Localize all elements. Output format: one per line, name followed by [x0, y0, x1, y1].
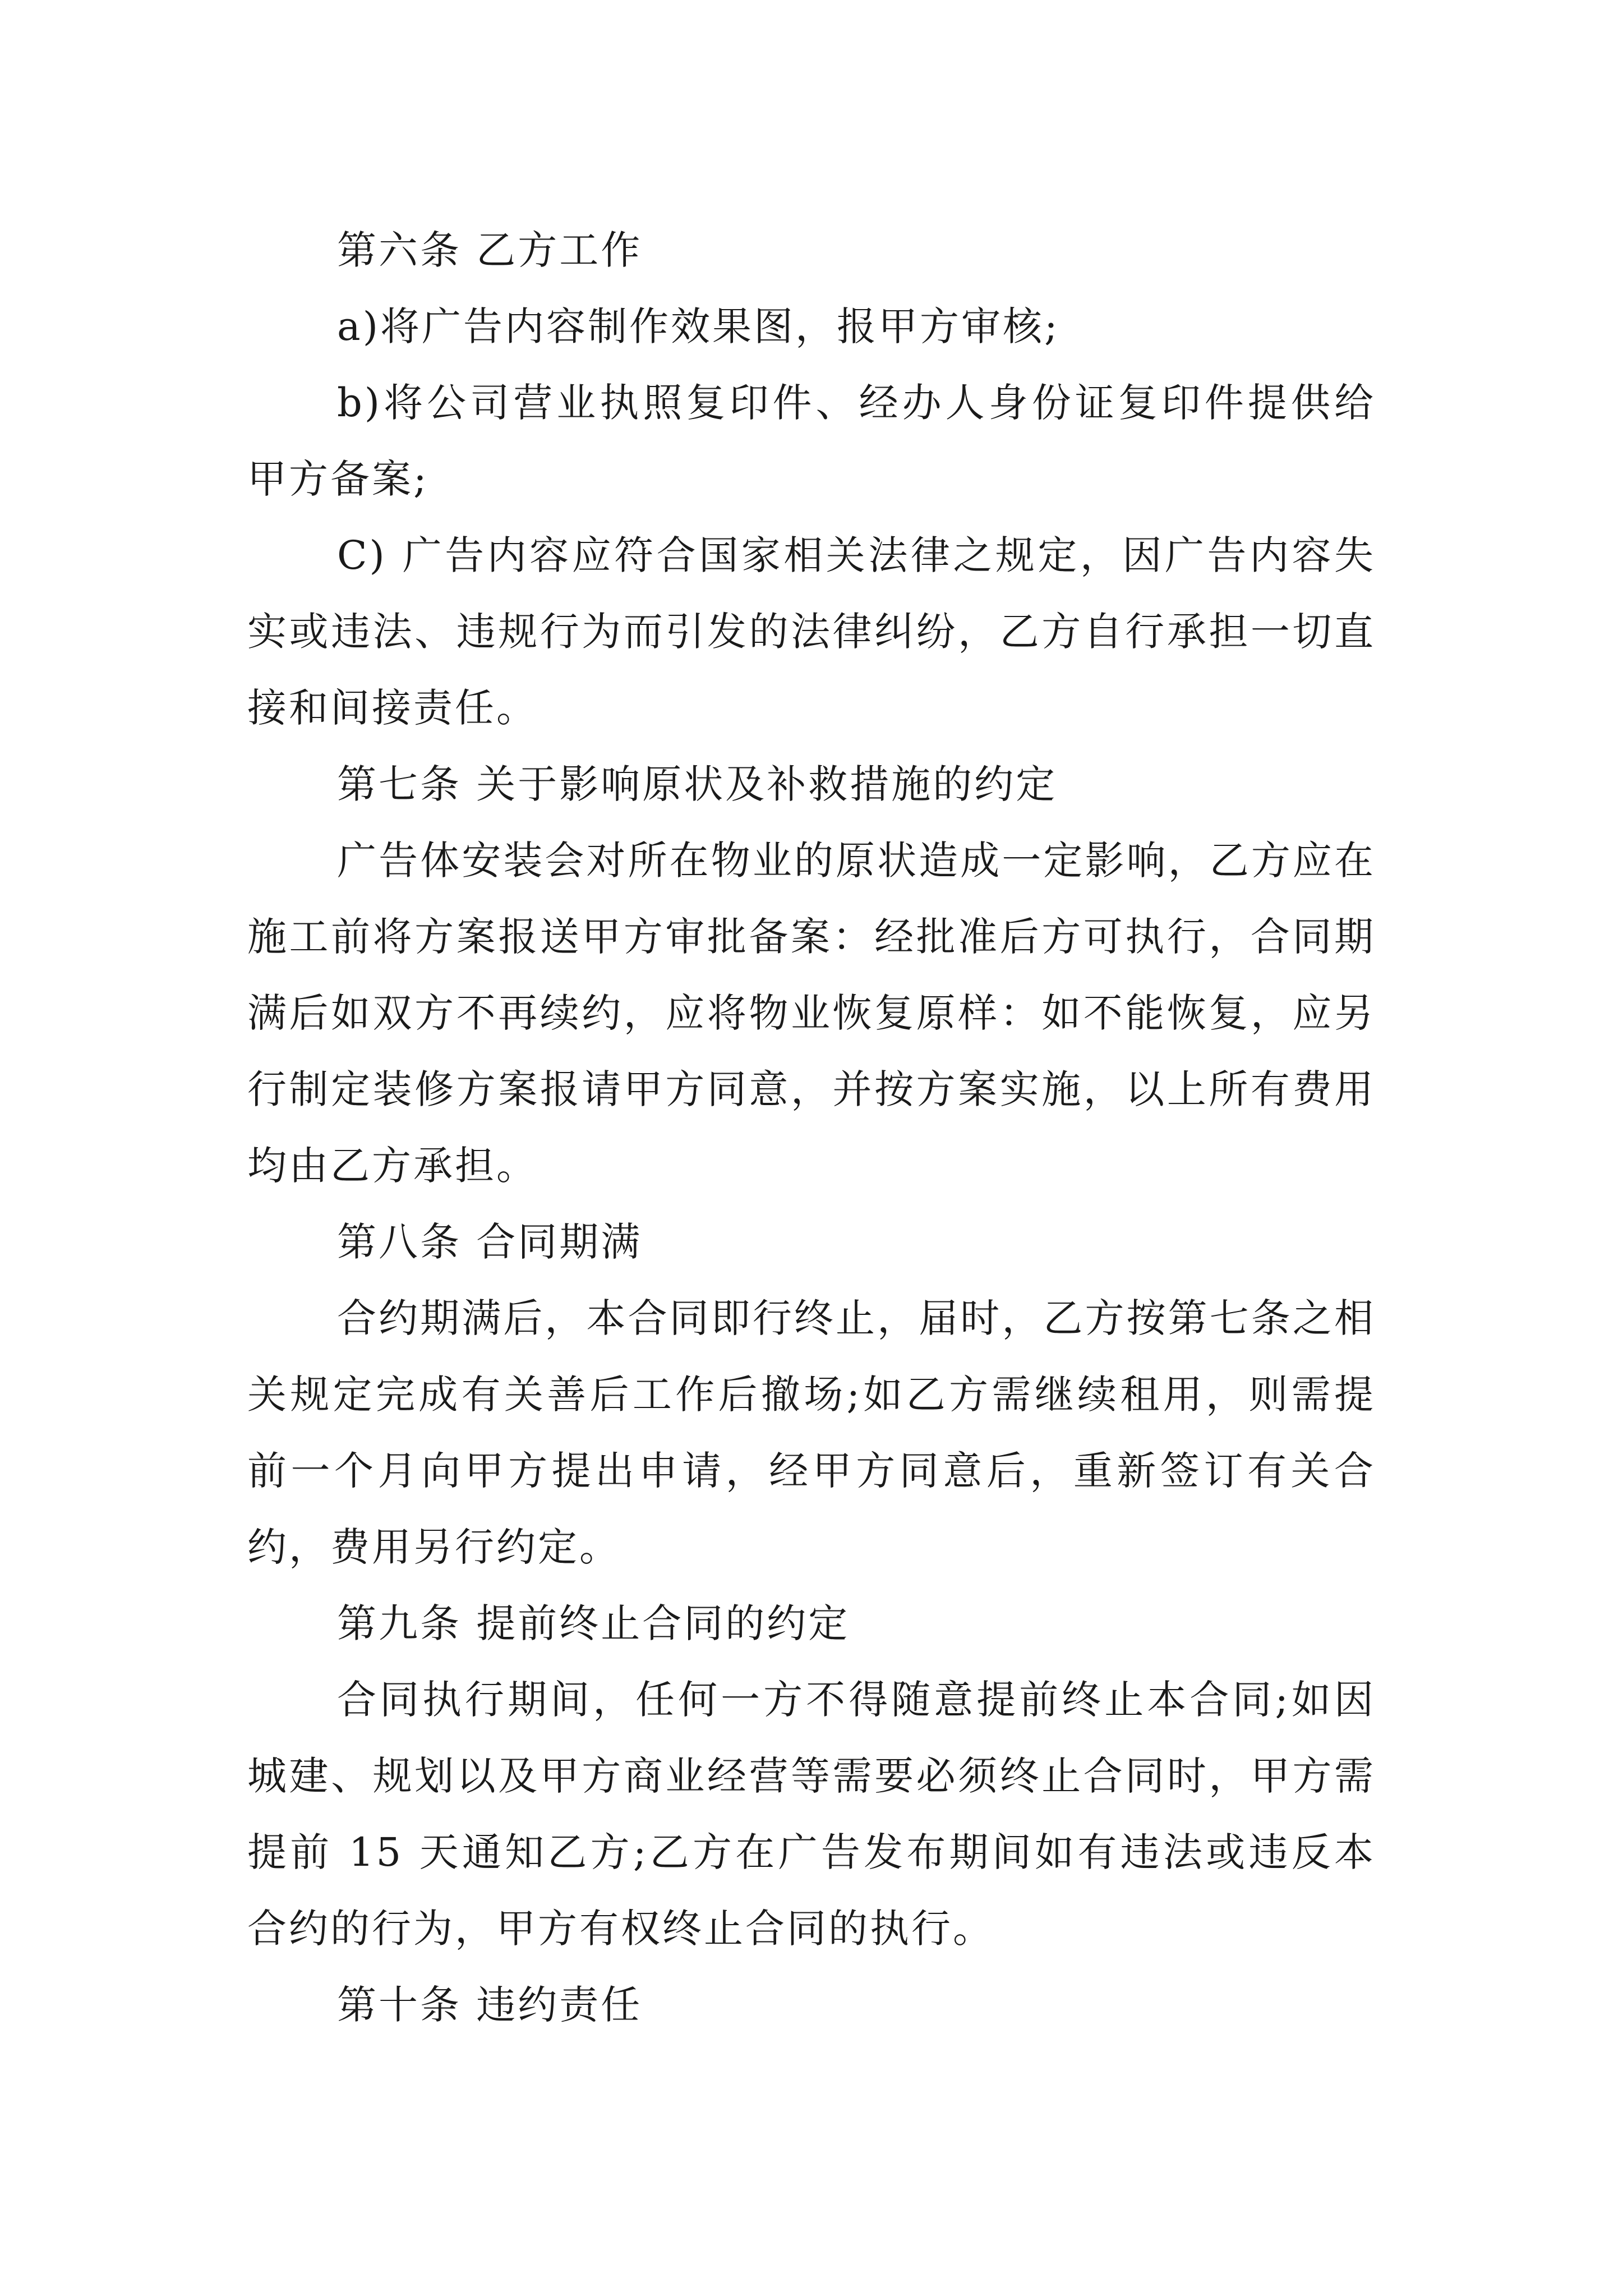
article-6-item-b: b)将公司营业执照复印件、经办人身份证复印件提供给甲方备案; [247, 380, 1376, 502]
article-6-item-a: a)将广告内容制作效果图，报甲方审核; [337, 303, 1060, 349]
article-10-heading: 第十条 违约责任 [337, 1982, 643, 2028]
article-6-heading: 第六条 乙方工作 [337, 227, 643, 273]
article-7-heading: 第七条 关于影响原状及补救措施的约定 [337, 761, 1058, 807]
article-6-item-c: C) 广告内容应符合国家相关法律之规定，因广告内容失实或违法、违规行为而引发的法律纠纷，乙方自行承担一切直接和间接责任。 [247, 532, 1376, 731]
article-8-body: 合约期满后，本合同即行终止，届时，乙方按第七条之相关规定完成有关善后工作后撤场;如乙方需继续租用，则需提前一个月向甲方提出申请，经甲方同意后，重新签订有关合约，费用另行约定。 [247, 1295, 1376, 1570]
article-7-body: 广告体安装会对所在物业的原状造成一定影响，乙方应在施工前将方案报送甲方审批备案：经批准后方可执行，合同期满后如双方不再续约，应将物业恢复原样：如不能恢复，应另行制定装修方案报请甲方同意，并按方案实施，以上所有费用均由乙方承担。 [247, 838, 1376, 1189]
article-9-body: 合同执行期间，任何一方不得随意提前终止本合同;如因城建、规划以及甲方商业经营等需要必须终止合同时，甲方需提前 15 天通知乙方;乙方在广告发布期间如有违法或违反本合约的行为，甲方有权终止合同的执行。 [247, 1677, 1376, 1952]
document-body [247, 212, 1376, 2043]
article-8-heading: 第八条 合同期满 [337, 1219, 643, 1265]
article-9-heading: 第九条 提前终止合同的约定 [337, 1600, 850, 1646]
